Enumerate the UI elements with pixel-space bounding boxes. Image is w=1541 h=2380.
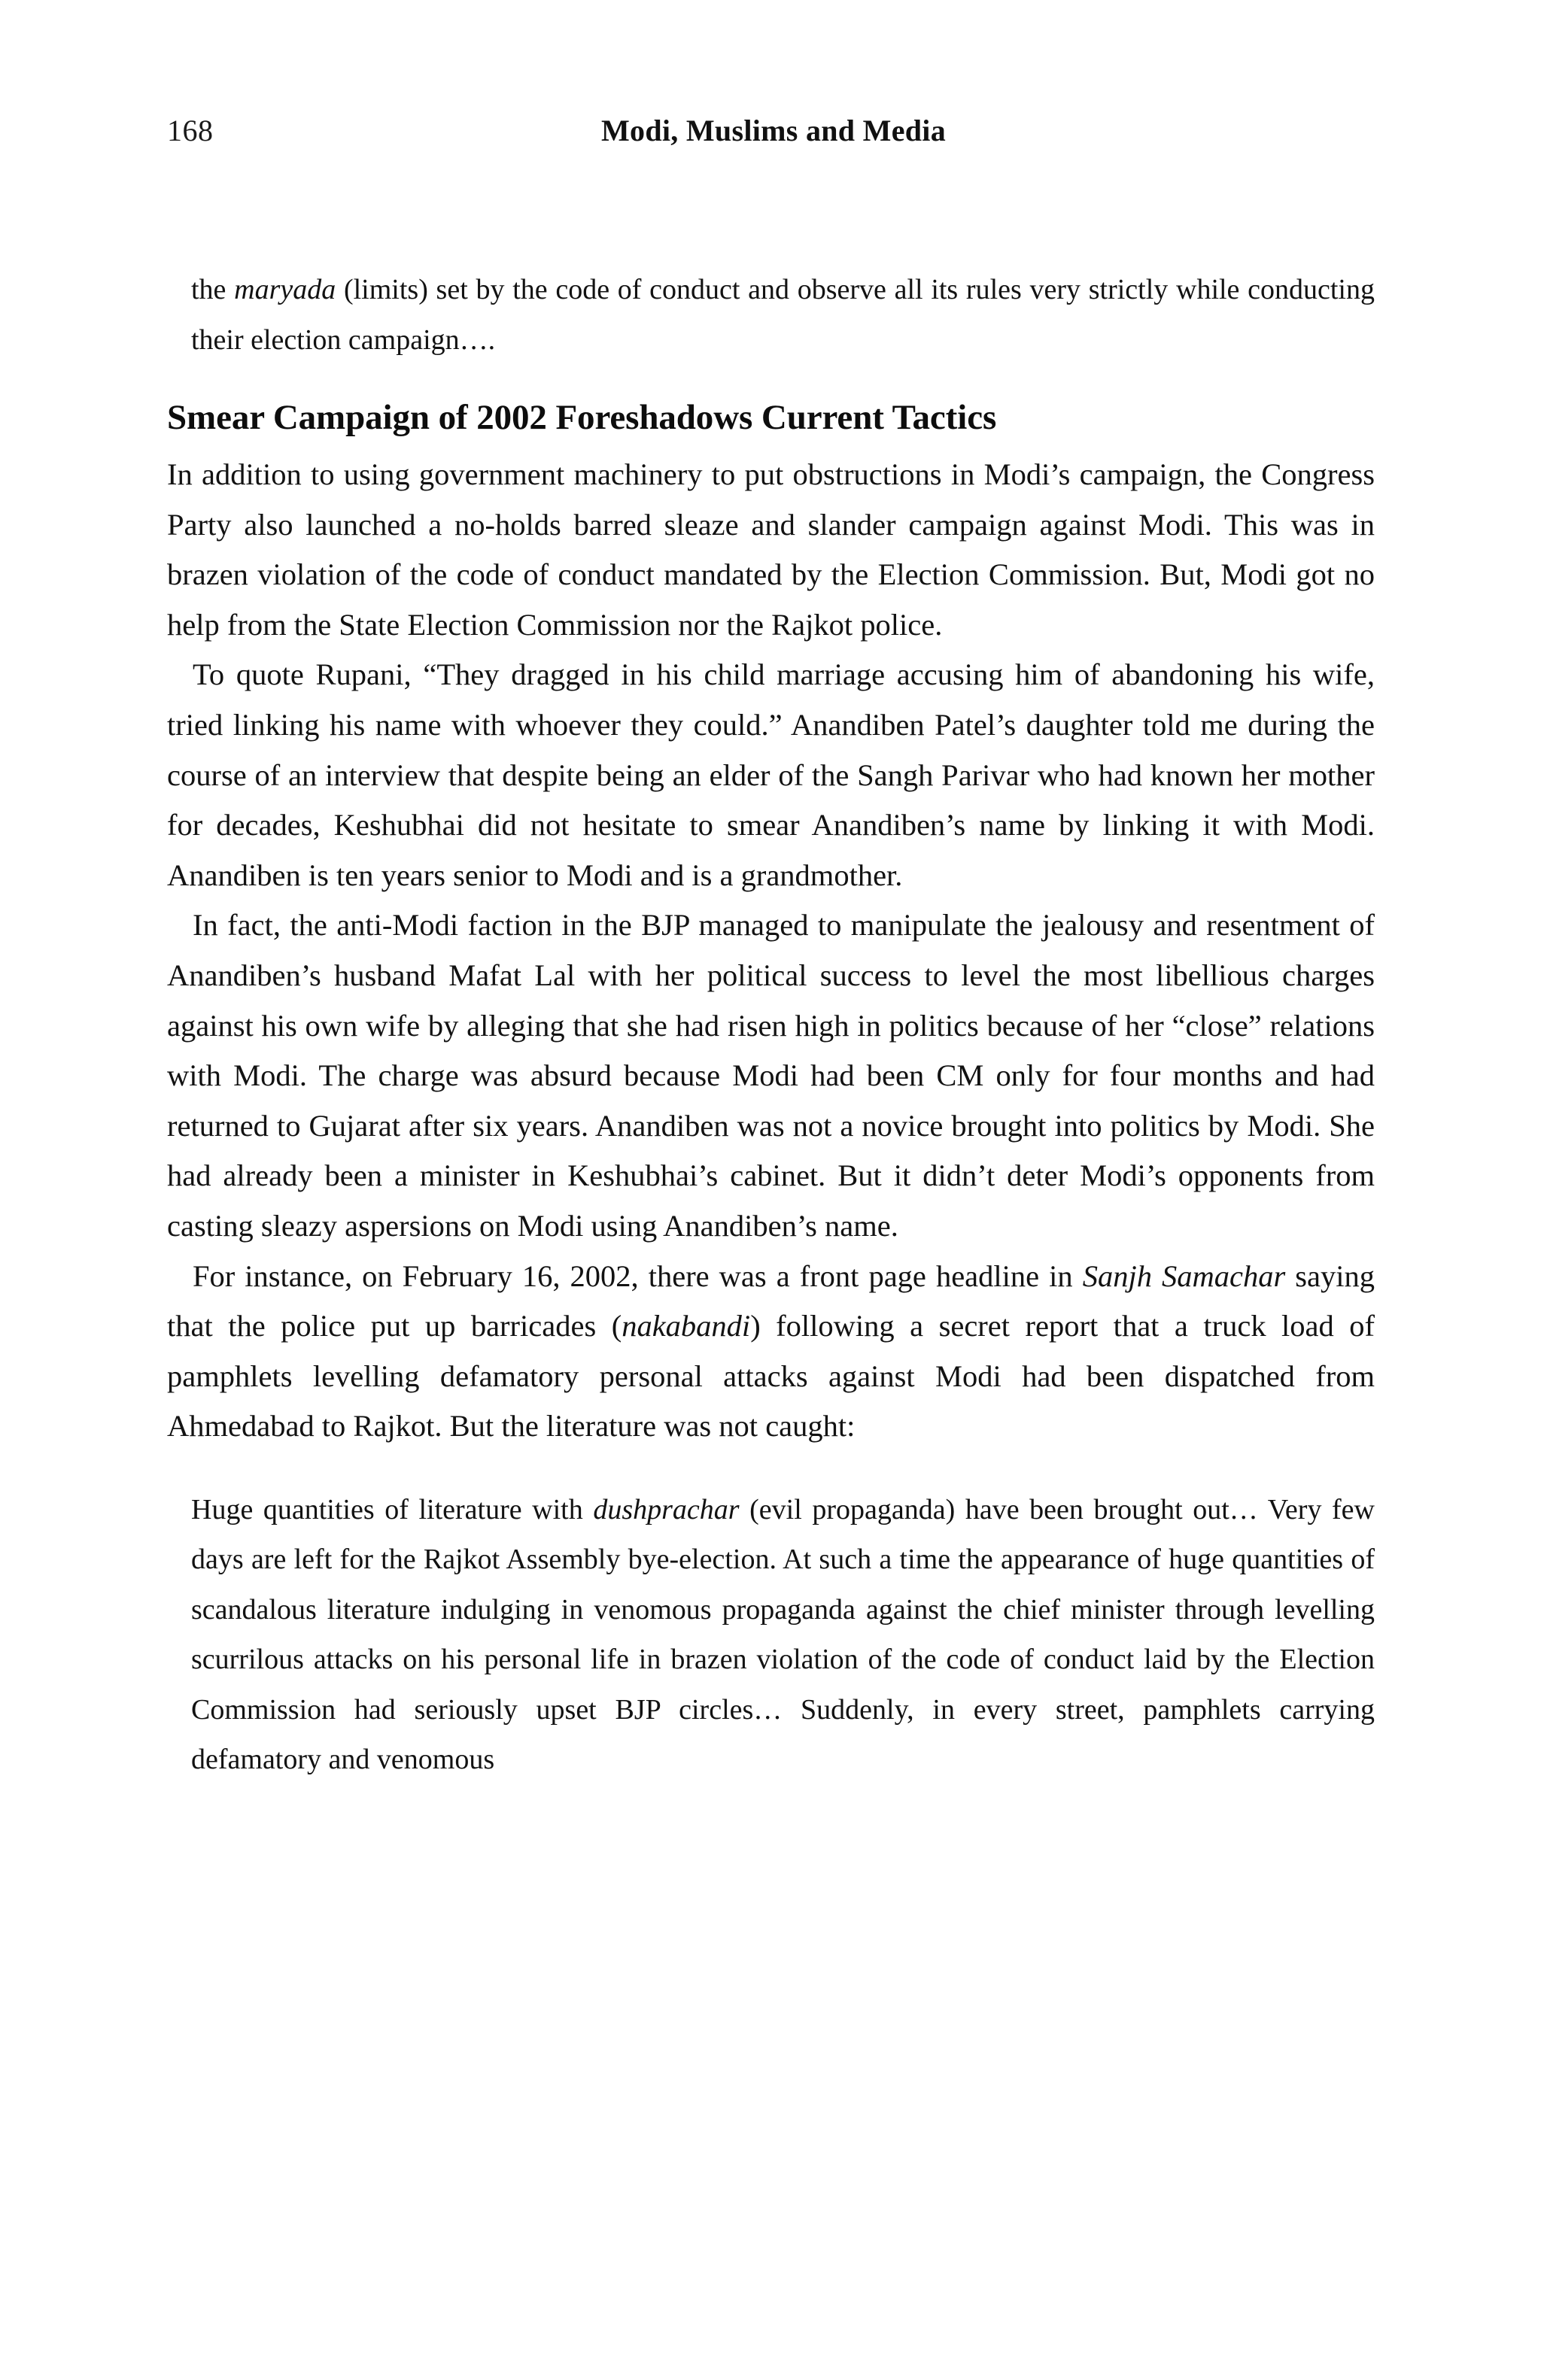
dushprachar-term: dushprachar [593, 1493, 740, 1525]
closing-extract-part2: (evil propaganda) have been brought out… Very few days are left for the Rajkot Assembly bye-election. At such a time the appearance of huge quantities of scandalous literature indulging in venomous propaganda against the chief minister through levelling scurrilous attacks on his personal life in brazen violation of the code of conduct laid by the Election Commission had seriously upset BJP circles… Suddenly, in every street, pamphlets carrying defamatory and venomous [191, 1493, 1375, 1776]
body-paragraph-3: In fact, the anti-Modi faction in the BJP managed to manipulate the jealousy and resentment of Anandiben’s husband Mafat Lal with her political success to level the most libellious charges against his own wife by alleging that she had risen high in politics because of her “close” relations with Modi. The charge was absurd because Modi had been CM only for four months and had returned to Gujarat after six years. Anandiben was not a novice brought into politics by Modi. She had already been a minister in Keshubhai’s cabinet. But it didn’t deter Modi’s opponents from casting sleazy aspersions on Modi using Anandiben’s name. [167, 908, 1375, 1243]
sanjh-part2: saying that the police put up barricades ( [167, 1258, 1375, 1343]
sanjh-samachar-title: Sanjh Samachar [1082, 1258, 1286, 1293]
nakabandi-term: nakabandi [622, 1309, 751, 1343]
opening-extract-italic-term: maryada [234, 274, 336, 305]
running-head [0, 113, 1541, 158]
page-number: 168 [167, 114, 214, 147]
sanjh-part1: For instance, on February 16, 2002, there was a front page headline in [193, 1258, 1083, 1293]
closing-extract [191, 1485, 1375, 1785]
body-paragraph-1: In addition to using government machinery to put obstructions in Modi’s campaign, the Congress Party also launched a no-holds barred sleaze and slander campaign against Modi. This was in brazen violation of the code of conduct mandated by the Election Commission. But, Modi got no help from the State Election Commission nor the Rajkot police. [167, 457, 1375, 642]
opening-extract-lead: the [191, 274, 235, 305]
body-paragraph-2: To quote Rupani, “They dragged in his child marriage accusing him of abandoning his wife, tried linking his name with whoever they could.” Anandiben Patel’s daughter told me during the course of an interview that despite being an elder of the Sangh Parivar who had known her mother for decades, Keshubhai did not hesitate to smear Anandiben’s name by linking it with Modi. Anandiben is ten years senior to Modi and is a grandmother. [167, 657, 1375, 892]
opening-extract-rest: (limits) set by the code of conduct and observe all its rules very strictly while conducting their election campaign…. [191, 274, 1375, 356]
sanjh-part3: ) following a secret report that a truck load of pamphlets levelling defamatory personal attacks against Modi had been dispatched from Ahmedabad to Rajkot. But the literature was not caught: [167, 1309, 1375, 1443]
extract-spacer [167, 1452, 1375, 1485]
running-title: Modi, Muslims and Media [600, 114, 947, 147]
closing-extract-part1: Huge quantities of literature with [191, 1493, 594, 1525]
section-heading: Smear Campaign of 2002 Foreshadows Current Tactics [167, 398, 997, 437]
opening-extract [191, 265, 1375, 365]
text-block [167, 265, 1375, 1785]
body-paragraph-4 [167, 1252, 1375, 1452]
